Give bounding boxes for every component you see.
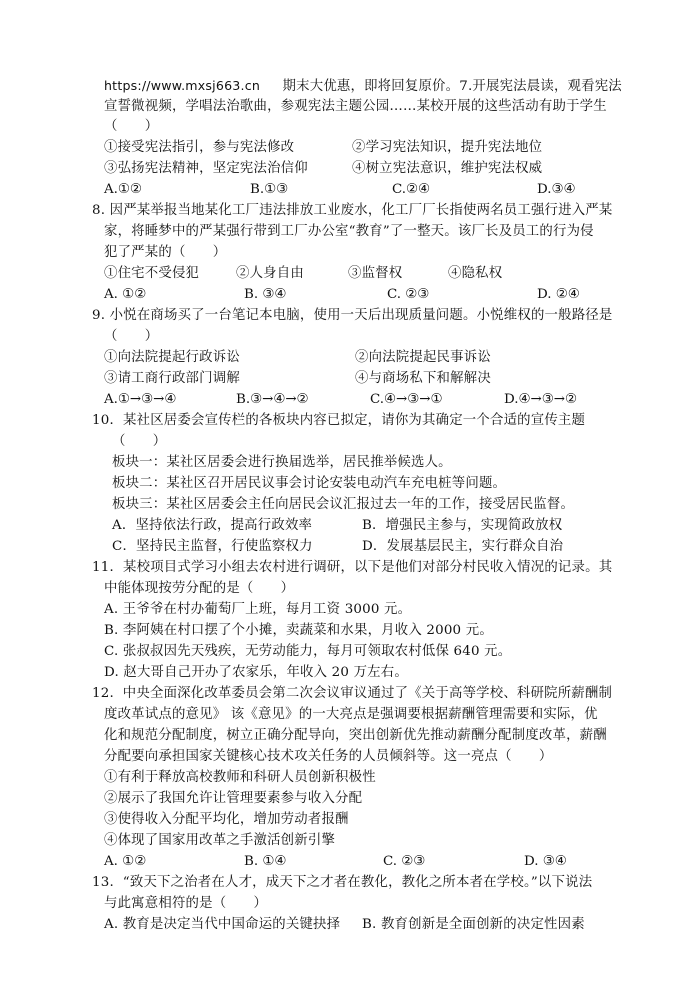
answer-option: D.④→③→② xyxy=(504,392,577,407)
question-13-line-1: 13. “致天下之治者在人才，成天下之才者在教化，教化之所本者在学校。”以下说法 xyxy=(92,875,593,890)
question-7-text: 期末大优惠，即将回复原价。7.开展宪法晨读，观看宪法 xyxy=(282,79,622,94)
answer-option: B. 教育创新是全面创新的决定性因素 xyxy=(362,917,585,932)
answer-option: B. ①④ xyxy=(244,854,287,869)
answer-option: A. ①② xyxy=(104,287,147,302)
answer-option: D. ②④ xyxy=(537,287,580,302)
statement: ④体现了国家用改革之手激活创新引擎 xyxy=(104,833,336,848)
question-8-line-1: 8. 因严某举报当地某化工厂违法排放工业废水，化工厂厂长指使两名员工强行进入严某 xyxy=(92,203,613,218)
answer-option: C.②④ xyxy=(392,182,431,197)
answer-option: D．发展基层民主，实行群众自治 xyxy=(362,539,564,554)
statement: ①有利于释放高校教师和科研人员创新积极性 xyxy=(104,770,376,785)
question-12-line-4: 分配要向承担国家关键核心技术攻关任务的人员倾斜等。这一亮点（ ） xyxy=(104,749,553,764)
question-11-line-2: 中能体现按劳分配的是（ ） xyxy=(104,581,295,596)
answer-option: B．增强民主参与，实现简政放权 xyxy=(362,518,563,533)
content-block: 板块一：某社区居委会进行换届选举，居民推举候选人。 xyxy=(112,455,452,470)
question-9-line-1: 9. 小悦在商场买了一台笔记本电脑，使用一天后出现质量问题。小悦维权的一般路径是 xyxy=(92,308,613,323)
question-8-line-3: 犯了严某的（ ） xyxy=(104,245,227,260)
statement: ②人身自由 xyxy=(236,266,304,281)
question-12-line-2: 度改革试点的意见》 该《意见》的一大亮点是强调要根据薪酬管理需要和实际，优 xyxy=(104,707,598,722)
answer-option: C. ②③ xyxy=(387,287,430,302)
question-8-line-2: 家，将睡梦中的严某强行带到工厂办公室“教育”了一整天。该厂长及员工的行为侵 xyxy=(104,224,594,239)
source-url: https://www.mxsj663.cn xyxy=(104,78,261,93)
answer-option: D.③④ xyxy=(537,182,576,197)
statement: ③弘扬宪法精神，坚定宪法治信仰 xyxy=(104,161,308,176)
statement: ③监督权 xyxy=(348,266,403,281)
answer-option: B.①③ xyxy=(250,182,289,197)
statement: ④隐私权 xyxy=(448,266,503,281)
answer-option: A.①② xyxy=(104,182,142,197)
question-7-line-2: 宣誓微视频，学唱法治歌曲，参观宪法主题公园……某校开展的这些活动有助于学生 xyxy=(104,99,607,114)
question-7-line-1 xyxy=(104,76,622,97)
question-7-line-3: （ ） xyxy=(104,119,159,134)
question-9-line-2: （ ） xyxy=(104,329,159,344)
statement: ②展示了我国允许让管理要素参与收入分配 xyxy=(104,791,363,806)
answer-option: B. 李阿姨在村口摆了个小摊，卖蔬菜和水果，月收入 2000 元。 xyxy=(104,623,493,638)
statement: ④树立宪法意识，维护宪法权威 xyxy=(352,161,543,176)
question-12-line-3: 化和规范分配制度，树立正确分配导向，突出创新优先推动薪酬分配制度改革，薪酬 xyxy=(104,728,607,743)
statement: ④与商场私下和解解决 xyxy=(355,371,491,386)
content-block: 板块二：某社区召开居民议事会讨论安装电动汽车充电桩等问题。 xyxy=(112,476,507,491)
answer-option: A. ①② xyxy=(104,854,147,869)
content-block: 板块三：某社区居委会主任向居民会议汇报过去一年的工作，接受居民监督。 xyxy=(112,497,575,512)
answer-option: C．坚持民主监督，行使监察权力 xyxy=(112,539,313,554)
statement: ③使得收入分配平均化，增加劳动者报酬 xyxy=(104,812,349,827)
answer-option: C. ②③ xyxy=(383,854,426,869)
answer-option: D. 赵大哥自己开办了农家乐，年收入 20 万左右。 xyxy=(104,665,408,680)
statement: ②向法院提起民事诉讼 xyxy=(355,350,491,365)
answer-option: D. ③④ xyxy=(524,854,567,869)
statement: ③请工商行政部门调解 xyxy=(104,371,240,386)
statement: ②学习宪法知识，提升宪法地位 xyxy=(352,140,543,155)
answer-option: B. ③④ xyxy=(244,287,287,302)
question-12-line-1: 12. 中央全面深化改革委员会第二次会议审议通过了《关于高等学校、科研院所薪酬制 xyxy=(92,686,613,701)
answer-option: A. 王爷爷在村办葡萄厂上班，每月工资 3000 元。 xyxy=(104,602,412,617)
answer-option: A．坚持依法行政，提高行政效率 xyxy=(112,518,313,533)
question-13-line-2: 与此寓意相符的是（ ） xyxy=(104,896,268,911)
answer-option: C. 张叔叔因先天残疾，无劳动能力，每月可领取农村低保 640 元。 xyxy=(104,644,512,659)
answer-option: A. 教育是决定当代中国命运的关键抉择 xyxy=(104,917,341,932)
answer-option: C.④→③→① xyxy=(370,392,443,407)
statement: ①接受宪法指引，参与宪法修改 xyxy=(104,140,295,155)
statement: ①向法院提起行政诉讼 xyxy=(104,350,240,365)
question-10-line-1: 10．某社区居委会宣传栏的各板块内容已拟定，请你为其确定一个合适的宣传主题 xyxy=(92,413,586,428)
answer-option: A.①→③→④ xyxy=(104,392,177,407)
question-11-line-1: 11．某校项目式学习小组去农村进行调研，以下是他们对部分村民收入情况的记录。其 xyxy=(92,560,613,575)
answer-option: B.③→④→② xyxy=(236,392,309,407)
statement: ①住宅不受侵犯 xyxy=(104,266,200,281)
question-10-line-2: （ ） xyxy=(112,434,167,449)
